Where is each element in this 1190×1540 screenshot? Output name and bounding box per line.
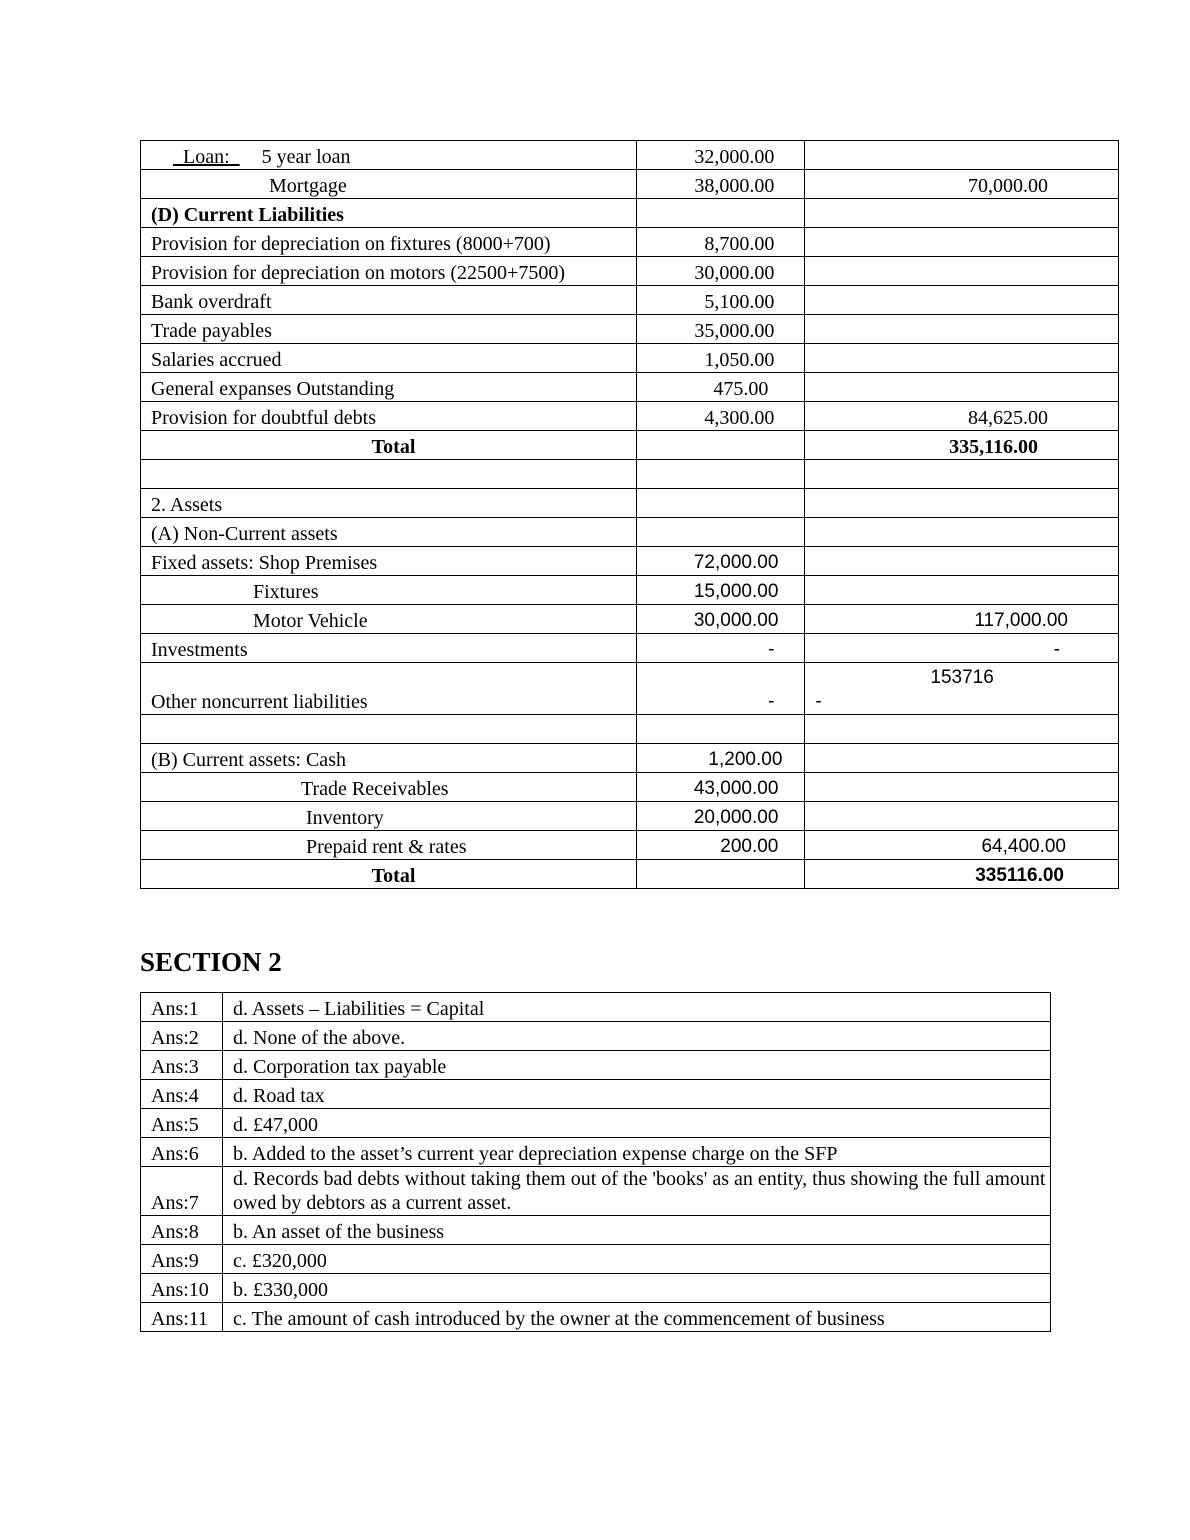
table-row xyxy=(141,547,1119,576)
mortgage-amount: 38,000.00 xyxy=(637,170,805,199)
answer-row xyxy=(141,1245,1051,1274)
section-heading: SECTION 2 xyxy=(140,947,282,977)
other-noncurrent-value: 153716 xyxy=(930,667,994,688)
answer-label: Ans:10 xyxy=(151,1279,209,1301)
answer-text: c. £320,000 xyxy=(223,1245,1051,1274)
mortgage-label: Mortgage xyxy=(269,175,347,197)
answer-row xyxy=(141,1303,1051,1332)
current-asset-label: Inventory xyxy=(306,807,384,829)
table-row xyxy=(141,402,1119,431)
liability-label: Bank overdraft xyxy=(141,286,637,315)
loan-cell xyxy=(141,141,637,170)
liability-label: Provision for depreciation on fixtures (8000+700) xyxy=(141,228,637,257)
current-asset-amount: 20,000.00 xyxy=(637,802,805,831)
answer-label: Ans:4 xyxy=(151,1085,199,1107)
answer-label: Ans:2 xyxy=(151,1027,199,1049)
table-row xyxy=(141,228,1119,257)
answer-text: c. The amount of cash introduced by the owner at the commencement of business xyxy=(223,1303,1051,1332)
table-row xyxy=(141,257,1119,286)
liability-label: Salaries accrued xyxy=(141,344,637,373)
table-row xyxy=(141,860,1119,889)
assets-heading: 2. Assets xyxy=(141,489,637,518)
answer-label: Ans:5 xyxy=(151,1114,199,1136)
asset-label: Fixtures xyxy=(253,581,319,603)
current-liabilities-subtotal: 84,625.00 xyxy=(805,402,1119,431)
answer-label: Ans:6 xyxy=(151,1143,199,1165)
table-row xyxy=(141,489,1119,518)
table-row xyxy=(141,576,1119,605)
answer-label: Ans:3 xyxy=(151,1056,199,1078)
table-row xyxy=(141,634,1119,663)
investments-amount: - xyxy=(637,634,805,663)
liability-amount: 5,100.00 xyxy=(637,286,805,315)
answer-label: Ans:7 xyxy=(151,1192,199,1214)
answer-row xyxy=(141,1080,1051,1109)
answer-row xyxy=(141,1216,1051,1245)
table-row xyxy=(141,802,1119,831)
answer-row xyxy=(141,1109,1051,1138)
investments-subtotal: - xyxy=(805,634,1119,663)
fixed-assets-subtotal: 117,000.00 xyxy=(805,605,1119,634)
answer-row xyxy=(141,1274,1051,1303)
other-noncurrent-label: Other noncurrent liabilities xyxy=(141,663,637,715)
answer-label: Ans:9 xyxy=(151,1250,199,1272)
liability-label: Trade payables xyxy=(141,315,637,344)
table-row xyxy=(141,431,1119,460)
answer-text: d. Corporation tax payable xyxy=(223,1051,1051,1080)
assets-total: 335116.00 xyxy=(805,860,1119,889)
table-row xyxy=(141,373,1119,402)
liability-amount: 4,300.00 xyxy=(637,402,805,431)
answer-row xyxy=(141,993,1051,1022)
current-asset-label: (B) Current assets: Cash xyxy=(141,744,637,773)
current-asset-amount: 43,000.00 xyxy=(637,773,805,802)
answer-text: d. None of the above. xyxy=(223,1022,1051,1051)
liability-amount: 475.00 xyxy=(637,373,805,402)
answer-label: Ans:8 xyxy=(151,1221,199,1243)
liability-amount: 1,050.00 xyxy=(637,344,805,373)
table-row xyxy=(141,170,1119,199)
answer-row xyxy=(141,1138,1051,1167)
answer-text: b. £330,000 xyxy=(223,1274,1051,1303)
liability-amount: 35,000.00 xyxy=(637,315,805,344)
total-label: Total xyxy=(141,860,637,889)
current-asset-amount: 200.00 xyxy=(637,831,805,860)
current-asset-amount: 1,200.00 xyxy=(637,744,805,773)
answer-row xyxy=(141,1167,1051,1216)
liabilities-total: 335,116.00 xyxy=(805,431,1119,460)
current-asset-label: Prepaid rent & rates xyxy=(306,836,467,858)
answer-label: Ans:11 xyxy=(151,1308,209,1330)
answer-row xyxy=(141,1022,1051,1051)
table-row xyxy=(141,715,1119,744)
table-row xyxy=(141,460,1119,489)
current-liabilities-heading: (D) Current Liabilities xyxy=(141,199,637,228)
table-row xyxy=(141,831,1119,860)
table-row xyxy=(141,605,1119,634)
table-row xyxy=(141,744,1119,773)
balance-sheet-table xyxy=(140,140,1119,889)
answer-text: d. Assets – Liabilities = Capital xyxy=(223,993,1051,1022)
asset-amount: 30,000.00 xyxy=(637,605,805,634)
liability-label: Provision for doubtful debts xyxy=(141,402,637,431)
asset-label: Motor Vehicle xyxy=(253,610,368,632)
answer-text: d. Road tax xyxy=(223,1080,1051,1109)
current-asset-label: Trade Receivables xyxy=(301,778,449,800)
table-row xyxy=(141,518,1119,547)
table-row xyxy=(141,663,1119,715)
investments-label: Investments xyxy=(141,634,637,663)
answer-text: b. An asset of the business xyxy=(223,1216,1051,1245)
table-row xyxy=(141,344,1119,373)
liability-amount: 30,000.00 xyxy=(637,257,805,286)
non-current-heading: (A) Non-Current assets xyxy=(141,518,637,547)
asset-label: Fixed assets: Shop Premises xyxy=(141,547,637,576)
answer-label: Ans:1 xyxy=(151,998,199,1020)
table-row xyxy=(141,773,1119,802)
liability-amount: 8,700.00 xyxy=(637,228,805,257)
loan-item: 5 year loan xyxy=(261,146,351,168)
current-assets-subtotal: 64,400.00 xyxy=(805,831,1119,860)
table-row xyxy=(141,199,1119,228)
liability-label: Provision for depreciation on motors (22500+7500) xyxy=(141,257,637,286)
loan-label: Loan: xyxy=(183,146,230,168)
answers-table xyxy=(140,992,1051,1332)
long-term-total: 70,000.00 xyxy=(805,170,1119,199)
asset-amount: 15,000.00 xyxy=(637,576,805,605)
table-row xyxy=(141,286,1119,315)
answer-row xyxy=(141,1051,1051,1080)
liability-label: General expanses Outstanding xyxy=(141,373,637,402)
loan-amount: 32,000.00 xyxy=(637,141,805,170)
asset-amount: 72,000.00 xyxy=(637,547,805,576)
other-noncurrent-dash: - xyxy=(815,691,822,712)
total-label: Total xyxy=(141,431,637,460)
other-noncurrent-amount: - xyxy=(637,663,805,715)
answer-text: d. £47,000 xyxy=(223,1109,1051,1138)
answer-text: d. Records bad debts without taking them out of the 'books' as an entity, thus showing the full amount owed by debtors as a current asset. xyxy=(223,1167,1051,1216)
table-row xyxy=(141,141,1119,170)
answer-text: b. Added to the asset’s current year depreciation expense charge on the SFP xyxy=(223,1138,1051,1167)
table-row xyxy=(141,315,1119,344)
